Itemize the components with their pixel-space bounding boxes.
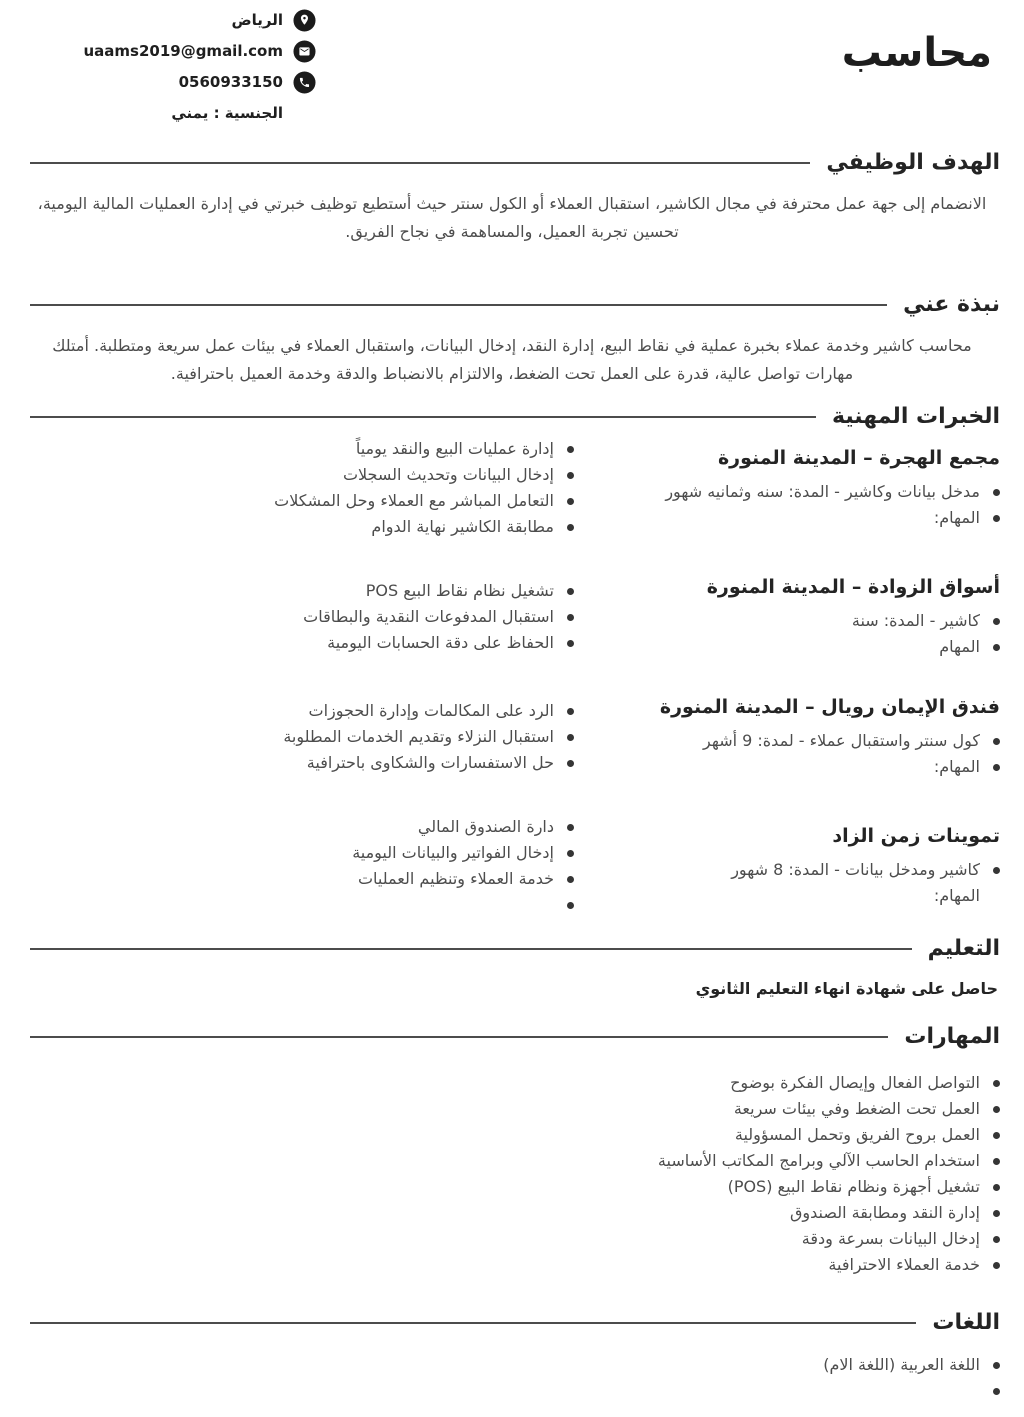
bullet-dot <box>993 1080 1000 1087</box>
section-about <box>0 290 1024 388</box>
resume-header <box>0 0 1024 132</box>
about-text: محاسب كاشير وخدمة عملاء بخبرة عملية في نقاط البيع، إدارة النقد، إدخال البيانات، واستقبال العملاء في بيئات عمل سريعة ومتطلبة. أمتلك مهارات تواصل عالية، قدرة على العمل تحت الضغط، والالتزام بالانضباط والدقة وخدمة العميل باحترافية. <box>52 336 972 383</box>
about-heading: نبذة عني <box>903 292 1000 317</box>
bullet-dot <box>567 588 574 595</box>
job-task-item <box>24 840 574 866</box>
heading-rule <box>30 948 912 950</box>
job-task-item <box>24 724 574 750</box>
job-task-item <box>24 488 574 514</box>
bullet-dot <box>993 738 1000 745</box>
bullet-dot <box>567 824 574 831</box>
email-icon <box>293 40 316 63</box>
job-tasks-list <box>24 698 574 776</box>
job-tasks-list <box>24 578 574 656</box>
experience-entry <box>24 814 1000 918</box>
job-task-item-text: إدخال البيانات وتحديث السجلات <box>342 465 554 484</box>
skill-item-text: العمل بروح الفريق وتحمل المسؤولية <box>734 1125 980 1144</box>
languages-heading: اللغات <box>932 1310 1000 1335</box>
skill-item-text: تشغيل أجهزة ونظام نقاط البيع (POS) <box>727 1177 980 1196</box>
skills-heading-row <box>30 1022 1000 1052</box>
skill-item <box>24 1252 1000 1278</box>
bullet-dot <box>993 644 1000 651</box>
job-tasks-list <box>24 814 574 918</box>
section-objective <box>0 148 1024 246</box>
job-task-item-text: حل الاستفسارات والشكاوى باحترافية <box>306 753 554 772</box>
icon-placeholder <box>293 102 316 125</box>
job-task-item <box>24 436 574 462</box>
job-task-item <box>24 750 574 776</box>
job-title: مجمع الهجرة – المدينة المنورة <box>717 447 1000 469</box>
bullet-dot <box>993 1262 1000 1269</box>
bullet-dot <box>993 1388 1000 1395</box>
contact-list <box>24 8 316 125</box>
languages-heading-row <box>30 1308 1000 1338</box>
bullet-dot <box>567 876 574 883</box>
skill-item <box>24 1200 1000 1226</box>
job-task-item-text: خدمة العملاء وتنظيم العمليات <box>357 869 554 888</box>
contact-row <box>24 8 316 32</box>
job-meta-item <box>600 634 1000 660</box>
about-heading-row <box>30 290 1000 320</box>
contact-row <box>24 70 316 94</box>
bullet-dot <box>993 1132 1000 1139</box>
job-task-item <box>24 698 574 724</box>
job-task-item-text: التعامل المباشر مع العملاء وحل المشكلات <box>274 491 554 510</box>
skill-item-text: خدمة العملاء الاحترافية <box>828 1255 980 1274</box>
bullet-dot <box>993 1210 1000 1217</box>
job-meta-item <box>600 505 1000 531</box>
skill-item <box>24 1148 1000 1174</box>
job-meta-item-text: مدخل بيانات وكاشير - المدة: سنه وثمانيه شهور <box>665 482 980 501</box>
skills-list <box>24 1070 1000 1278</box>
job-main-column <box>600 574 1000 660</box>
job-meta-item <box>600 608 1000 634</box>
location-icon <box>293 9 316 32</box>
job-task-item-text: دارة الصندوق المالي <box>417 817 554 836</box>
job-meta-item <box>600 857 1000 883</box>
job-tasks-column <box>24 578 574 656</box>
bullet-dot <box>993 515 1000 522</box>
job-task-item <box>24 630 574 656</box>
job-task-item <box>24 514 574 540</box>
section-experience <box>0 402 1024 918</box>
bullet-dot <box>993 1184 1000 1191</box>
section-languages <box>0 1308 1024 1404</box>
language-item-text: اللغة العربية (اللغة الام) <box>823 1355 980 1374</box>
job-task-item-text: استقبال النزلاء وتقديم الخدمات المطلوبة <box>283 727 554 746</box>
contact-row <box>24 101 316 125</box>
job-meta-item <box>600 479 1000 505</box>
job-meta-list <box>600 608 1000 660</box>
contact-text: الجنسية : يمني <box>171 104 283 122</box>
bullet-dot <box>993 1236 1000 1243</box>
experience-entry <box>24 694 1000 780</box>
phone-icon <box>293 71 316 94</box>
bullet-dot <box>993 489 1000 496</box>
job-meta-list <box>600 857 1000 909</box>
job-tasks-column <box>24 698 574 776</box>
job-main-column <box>600 823 1000 909</box>
job-meta-item-text: المهام: <box>933 886 980 905</box>
heading-rule <box>30 304 887 306</box>
job-task-item-text: استقبال المدفوعات النقدية والبطاقات <box>303 607 554 626</box>
bullet-dot <box>567 760 574 767</box>
job-title: تموينات زمن الزاد <box>832 825 1000 847</box>
contact-text: 0560933150 <box>178 73 283 91</box>
bullet-dot <box>567 472 574 479</box>
job-meta-item <box>600 728 1000 754</box>
job-title: أسواق الزوادة – المدينة المنورة <box>706 576 1000 598</box>
job-meta-item-text: كاشير ومدخل بيانات - المدة: 8 شهور <box>731 860 980 879</box>
job-task-item-text: إدخال الفواتير والبيانات اليومية <box>352 843 554 862</box>
bullet-dot <box>993 618 1000 625</box>
job-meta-item-text: كاشير - المدة: سنة <box>851 611 980 630</box>
job-task-item-text: تشغيل نظام نقاط البيع POS <box>365 581 554 600</box>
education-text: حاصل على شهادة انهاء التعليم الثانوي <box>695 979 998 998</box>
heading-rule <box>30 1322 916 1324</box>
experience-heading-row <box>30 402 1000 432</box>
job-title: فندق الإيمان رويال – المدينة المنورة <box>659 696 1000 718</box>
job-tasks-list <box>24 436 574 540</box>
job-meta-item-text: كول سنتر واستقبال عملاء - لمدة: 9 أشهر <box>702 731 980 750</box>
skill-item <box>24 1174 1000 1200</box>
skill-item-text: التواصل الفعال وإيصال الفكرة بوضوح <box>730 1073 980 1092</box>
skill-item-text: إدارة النقد ومطابقة الصندوق <box>789 1203 980 1222</box>
objective-heading-row <box>30 148 1000 178</box>
skill-item-text: إدخال البيانات بسرعة ودقة <box>801 1229 980 1248</box>
job-task-item-text: مطابقة الكاشير نهاية الدوام <box>371 517 554 536</box>
job-main-column <box>600 694 1000 780</box>
skill-item <box>24 1070 1000 1096</box>
heading-rule <box>30 416 816 418</box>
education-heading: التعليم <box>927 936 1000 961</box>
skill-item-text: استخدام الحاسب الآلي وبرامج المكاتب الأساسية <box>657 1151 980 1170</box>
experience-entry <box>24 436 1000 540</box>
job-meta-list <box>600 728 1000 780</box>
skill-item <box>24 1122 1000 1148</box>
bullet-dot <box>567 850 574 857</box>
bullet-dot <box>567 902 574 909</box>
job-task-item-text: إدارة عمليات البيع والنقد يومياً <box>355 439 554 458</box>
language-item <box>24 1378 1000 1404</box>
bullet-dot <box>567 446 574 453</box>
bullet-dot <box>567 498 574 505</box>
experience-heading: الخبرات المهنية <box>831 404 1000 429</box>
job-meta-item <box>600 883 1000 909</box>
heading-rule <box>30 162 810 164</box>
job-main-column <box>600 445 1000 531</box>
bullet-dot <box>993 764 1000 771</box>
bullet-dot <box>567 640 574 647</box>
job-meta-item <box>600 754 1000 780</box>
job-task-item <box>24 604 574 630</box>
contact-text: الرياض <box>231 11 283 29</box>
job-tasks-column <box>24 814 574 918</box>
bullet-dot <box>993 1158 1000 1165</box>
job-task-item <box>24 892 574 918</box>
heading-rule <box>30 1036 888 1038</box>
language-item <box>24 1352 1000 1378</box>
job-task-item-text: الحفاظ على دقة الحسابات اليومية <box>327 633 554 652</box>
bullet-dot <box>567 524 574 531</box>
job-tasks-column <box>24 436 574 540</box>
bullet-dot <box>993 867 1000 874</box>
education-heading-row <box>30 934 1000 964</box>
job-meta-item-text: المهام: <box>933 508 980 527</box>
skill-item-text: العمل تحت الضغط وفي بيئات سريعة <box>733 1099 980 1118</box>
skill-item <box>24 1096 1000 1122</box>
job-meta-item-text: المهام <box>939 637 980 656</box>
job-task-item <box>24 462 574 488</box>
job-task-item <box>24 866 574 892</box>
section-skills <box>0 1022 1024 1278</box>
objective-heading: الهدف الوظيفي <box>826 150 1000 175</box>
bullet-dot <box>567 734 574 741</box>
skill-item <box>24 1226 1000 1252</box>
section-education <box>0 934 1024 1002</box>
resume-title: محاسب <box>841 30 992 76</box>
job-task-item <box>24 814 574 840</box>
contact-row <box>24 39 316 63</box>
job-meta-item-text: المهام: <box>933 757 980 776</box>
experience-entry <box>24 574 1000 660</box>
bullet-dot <box>993 1362 1000 1369</box>
objective-text: الانضمام إلى جهة عمل محترفة في مجال الكاشير، استقبال العملاء أو الكول سنتر حيث أستطيع توظيف خبرتي في إدارة العمليات المالية اليومية، تحسين تجربة العميل، والمساهمة في نجاح الفريق. <box>37 194 987 241</box>
skills-heading: المهارات <box>904 1024 1000 1049</box>
languages-list <box>24 1352 1000 1404</box>
bullet-dot <box>993 1106 1000 1113</box>
bullet-dot <box>567 708 574 715</box>
job-task-item-text: الرد على المكالمات وإدارة الحجوزات <box>308 701 554 720</box>
contact-text: uaams2019@gmail.com <box>83 42 283 60</box>
job-meta-list <box>600 479 1000 531</box>
jobs-container <box>24 436 1000 918</box>
job-task-item <box>24 578 574 604</box>
bullet-dot <box>567 614 574 621</box>
